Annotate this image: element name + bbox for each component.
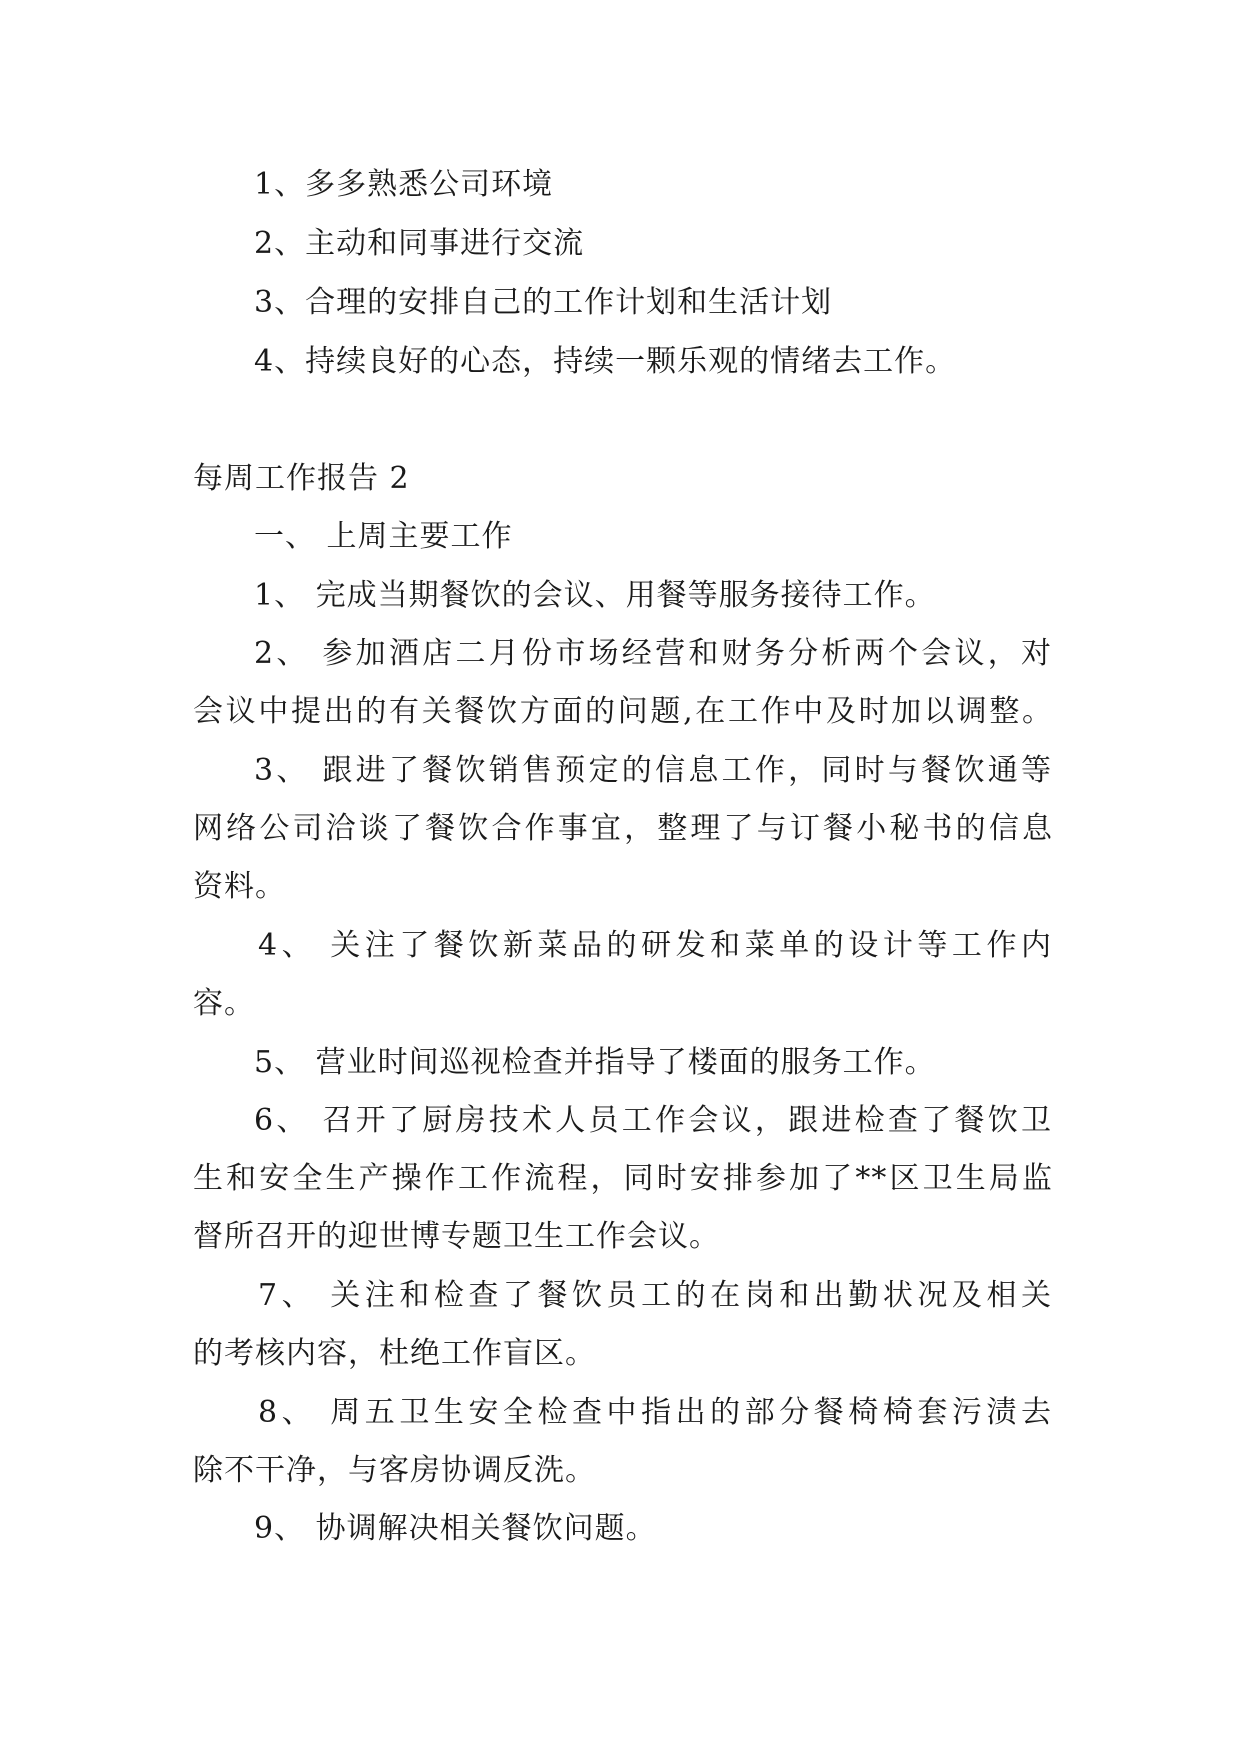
list-item-7-line-1: 7、 关注和检查了餐饮员工的在岗和出勤状况及相关 (258, 1278, 1052, 1313)
list-item-7-line-2: 的考核内容，杜绝工作盲区。 (193, 1336, 596, 1371)
list-item-1: 1、 完成当期餐饮的会议、用餐等服务接待工作。 (254, 578, 936, 613)
list-item-9: 9、 协调解决相关餐饮问题。 (254, 1511, 657, 1546)
list-item-3-line-3: 资料。 (193, 869, 286, 904)
intro-item-4: 4、持续良好的心态，持续一颗乐观的情绪去工作。 (254, 344, 957, 379)
list-item-4-line-1: 4、 关注了餐饮新菜品的研发和菜单的设计等工作内 (258, 928, 1052, 963)
list-item-6-line-1: 6、 召开了厨房技术人员工作会议，跟进检查了餐饮卫 (254, 1103, 1052, 1138)
list-item-4-line-2: 容。 (193, 986, 255, 1021)
list-item-5: 5、 营业时间巡视检查并指导了楼面的服务工作。 (254, 1045, 936, 1080)
list-item-2-line-2: 会议中提出的有关餐饮方面的问题,在工作中及时加以调整。 (193, 694, 1053, 729)
list-item-2-line-1: 2、 参加酒店二月份市场经营和财务分析两个会议，对 (254, 636, 1052, 671)
list-item-8-line-2: 除不干净，与客房协调反洗。 (193, 1453, 596, 1488)
list-item-8-line-1: 8、 周五卫生安全检查中指出的部分餐椅椅套污渍去 (258, 1395, 1052, 1430)
list-item-6-line-3: 督所召开的迎世博专题卫生工作会议。 (193, 1219, 720, 1254)
list-item-3-line-2: 网络公司洽谈了餐饮合作事宜，整理了与订餐小秘书的信息 (193, 811, 1053, 846)
intro-item-2: 2、主动和同事进行交流 (254, 226, 585, 261)
intro-item-3: 3、合理的安排自己的工作计划和生活计划 (254, 285, 833, 320)
list-item-3-line-1: 3、 跟进了餐饮销售预定的信息工作，同时与餐饮通等 (254, 753, 1052, 788)
section-heading: 一、 上周主要工作 (254, 519, 513, 554)
report-title: 每周工作报告 2 (193, 461, 410, 496)
intro-item-1: 1、多多熟悉公司环境 (254, 167, 554, 202)
list-item-6-line-2: 生和安全生产操作工作流程，同时安排参加了**区卫生局监 (193, 1161, 1053, 1196)
